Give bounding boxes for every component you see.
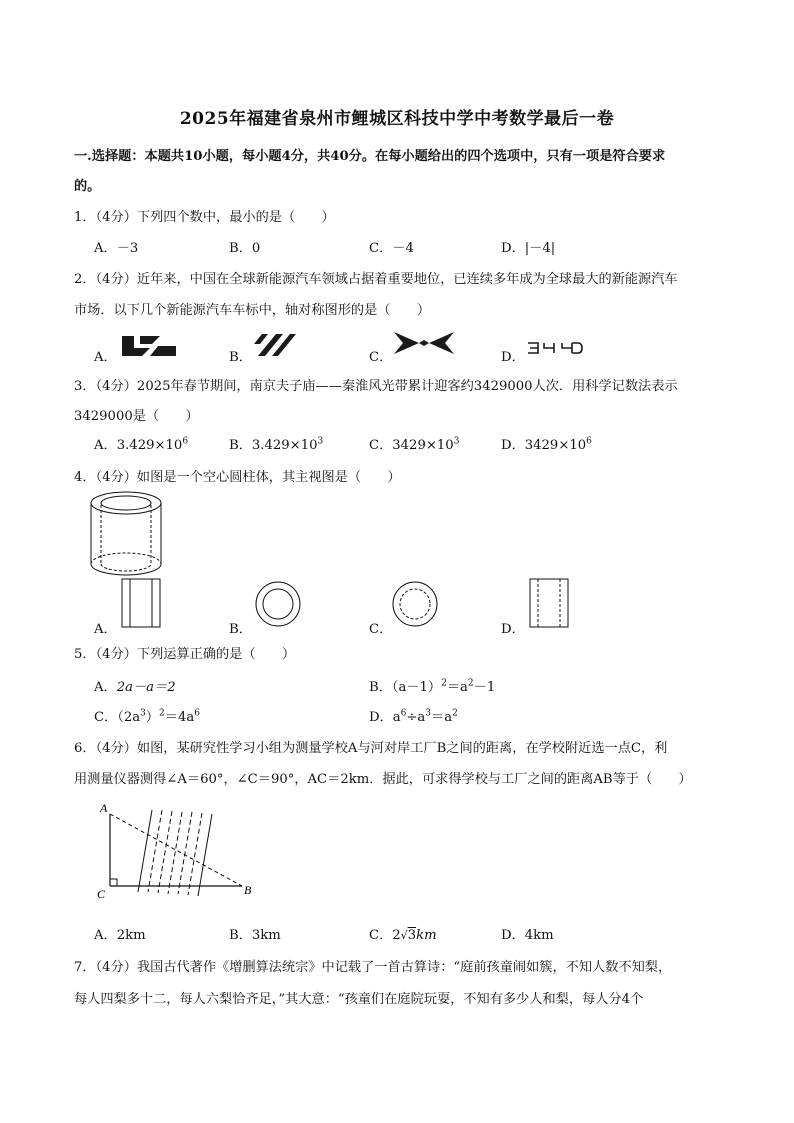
q6-label-a: A xyxy=(100,801,108,815)
q3-stem-line1: 3．（4分）2025年春节期间，南京夫子庙——秦淮风光带累计迎客约3429000人次．用科学记数法表示 xyxy=(74,379,678,394)
q2-label-d: D． xyxy=(501,350,525,365)
view-b-figure xyxy=(254,580,302,628)
q4-label-b: B． xyxy=(229,622,252,637)
q3-option-d: D．$3429\times 10^6$ xyxy=(501,436,592,453)
view-a-figure xyxy=(121,578,161,628)
q6-option-c: C．2√3km xyxy=(369,928,437,943)
q1-option-b: B．0 xyxy=(229,241,261,256)
view-c-figure xyxy=(391,580,439,628)
q2-stem-line2: 市场．以下几个新能源汽车车标中，轴对称图形的是（ ） xyxy=(74,303,431,318)
q5-option-d: D．$a^6\div a^3=a^2$ xyxy=(369,708,458,725)
q5-option-c: C．$(2a^3)^2=4a^6$ xyxy=(94,708,200,725)
q2-label-b: B． xyxy=(229,350,252,365)
q1-stem: 1．（4分）下列四个数中，最小的是（ ） xyxy=(74,210,335,225)
logo-a-icon xyxy=(120,334,178,358)
q5-stem: 5．（4分）下列运算正确的是（ ） xyxy=(74,647,296,662)
q7-stem-line1: 7．（4分）我国古代著作《增删算法统宗》中记载了一首古算诗：“庭前孩童闹如簇，不知人数不知梨， xyxy=(74,960,672,975)
logo-d-icon xyxy=(526,341,584,355)
section-heading-line2: 的。 xyxy=(74,179,101,194)
q3-option-b: B．$3.429\times 10^3$ xyxy=(229,436,324,453)
q4-label-c: C． xyxy=(369,622,393,637)
q4-label-d: D． xyxy=(501,622,525,637)
page-title: 2025年福建省泉州市鲤城区科技中学中考数学最后一卷 xyxy=(179,109,615,129)
q5-option-b: B．$(a-1)^2=a^2-1$ xyxy=(369,678,496,695)
q2-label-a: A． xyxy=(94,350,117,365)
q3-option-c: C．$3429\times 10^3$ xyxy=(369,436,460,453)
q3-option-a: A．$3.429\times 10^6$ xyxy=(94,436,189,453)
q1-option-c: C．－4 xyxy=(369,241,414,256)
q7-stem-line2: 每人四梨多十二，每人六梨恰齐足，”其大意：“孩童们在庭院玩耍，不知有多少人和梨，每人分4个 xyxy=(74,992,644,1007)
q6-option-d: D．4km xyxy=(501,928,554,943)
q1-option-a: A．－3 xyxy=(94,241,139,256)
q6-triangle-figure xyxy=(94,800,264,904)
q3-stem-line2: 3429000是（ ） xyxy=(74,409,199,424)
q6-stem-line2: 用测量仪器测得∠A＝60°，∠C＝90°，AC＝2km．据此，可求得学校与工厂之间的距离AB等于（ ） xyxy=(74,772,692,787)
logo-b-icon xyxy=(252,330,298,358)
q6-label-c: C xyxy=(97,887,106,901)
q4-label-a: A． xyxy=(94,622,117,637)
view-d-figure xyxy=(529,578,569,628)
q6-option-a: A．2km xyxy=(94,928,146,943)
q6-label-b: B xyxy=(244,883,252,897)
q1-option-d: D．|－4| xyxy=(501,241,556,256)
q2-stem-line1: 2．（4分）近年来，中国在全球新能源汽车领域占据着重要地位，已连续多年成为全球最大的新能源汽车 xyxy=(74,272,678,287)
q4-stem: 4．（4分）如图是一个空心圆柱体，其主视图是（ ） xyxy=(74,470,401,485)
q6-stem-line1: 6．（4分）如图，某研究性学习小组为测量学校A与河对岸工厂B之间的距离，在学校附近选一点C，利 xyxy=(74,741,668,756)
logo-c-icon xyxy=(393,330,455,356)
q6-option-b: B．3km xyxy=(229,928,281,943)
q5-option-a: A．2a－a＝2 xyxy=(94,680,176,695)
q2-label-c: C． xyxy=(369,350,393,365)
hollow-cylinder-figure xyxy=(88,490,164,578)
section-heading-line1: 一.选择题：本题共10小题，每小题4分，共40分。在每小题给出的四个选项中，只有一项是符合要求 xyxy=(74,149,666,164)
